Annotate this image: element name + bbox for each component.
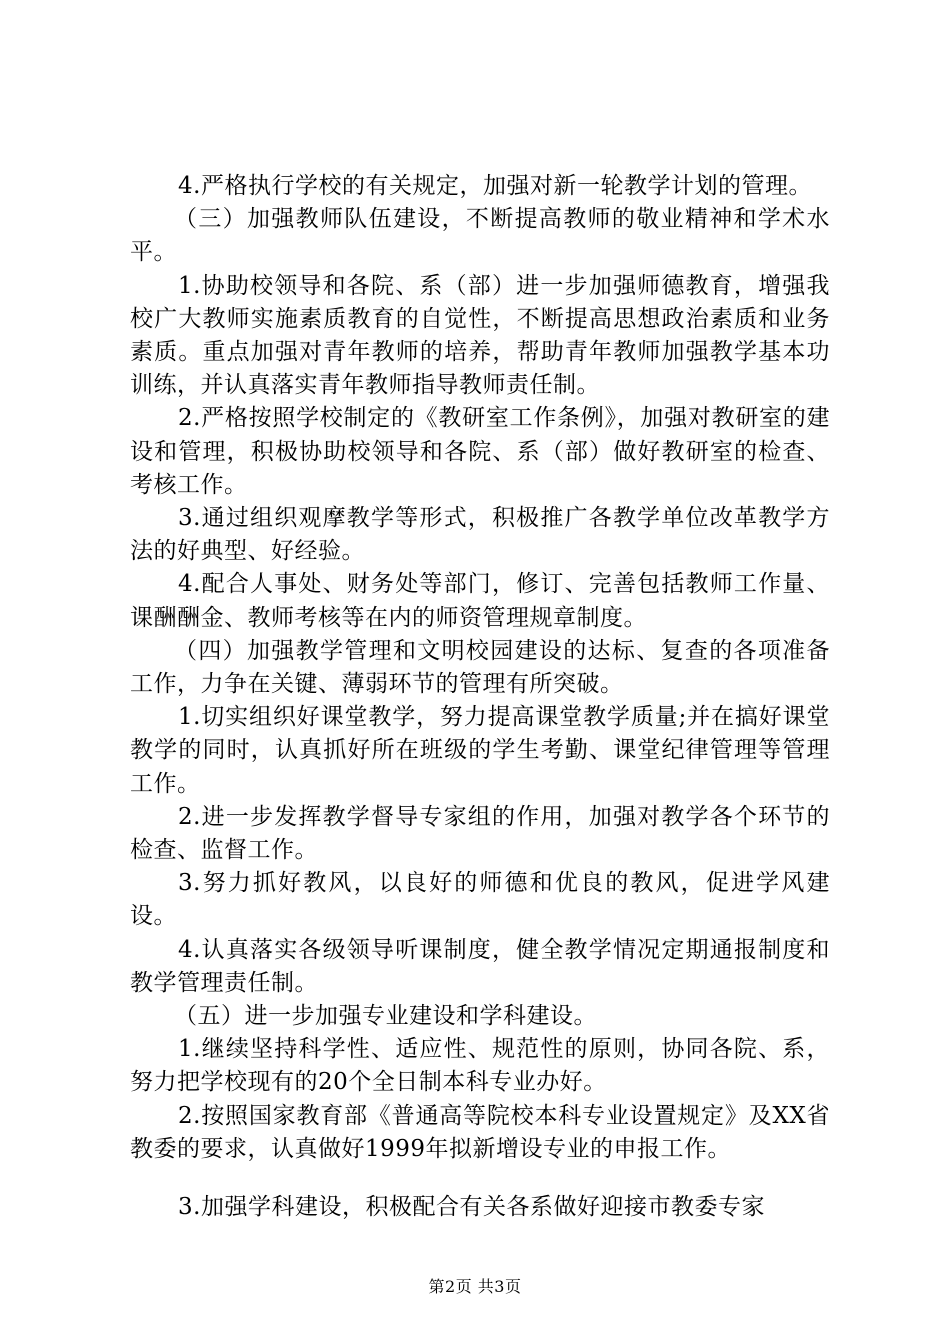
paragraph-item-4-hr: 4.配合人事处、财务处等部门，修订、完善包括教师工作量、课酬酬金、教师考核等在内的师资管理规章制度。 — [130, 571, 830, 631]
section-heading-4: （四）加强教学管理和文明校园建设的达标、复查的各项准备工作，力争在关键、薄弱环节的管理有所突破。 — [130, 637, 830, 698]
section-heading-3: （三）加强教师队伍建设，不断提高教师的敬业精神和学术水平。 — [130, 206, 830, 266]
paragraph-item-2-research-office: 2.严格按照学校制定的《教研室工作条例》，加强对教研室的建设和管理，积极协助校领导和各院、系（部）做好教研室的检查、考核工作。 — [130, 405, 830, 498]
paragraph-item-3-discipline: 3.加强学科建设，积极配合有关各系做好迎接市教委专家 — [178, 1194, 765, 1221]
paragraph-item-1-majors: 1.继续坚持科学性、适应性、规范性的原则，协同各院、系，努力把学校现有的20个全日制本科专业办好。 — [130, 1036, 830, 1096]
paragraph-item-1-ethics: 1.协助校领导和各院、系（部）进一步加强师德教育，增强我校广大教师实施素质教育的自觉性，不断提高思想政治素质和业务素质。重点加强对青年教师的培养，帮助青年教师加强教学基本功训练，并认真落实青年教师指导教师责任制。 — [130, 272, 830, 399]
paragraph-item-4-lecture-system: 4.认真落实各级领导听课制度，健全教学情况定期通报制度和教学管理责任制。 — [130, 936, 830, 996]
paragraph-item-2-application: 2.按照国家教育部《普通高等院校本科专业设置规定》及XX省教委的要求，认真做好1999年拟新增设专业的申报工作。 — [130, 1102, 830, 1162]
paragraph-item-2-supervision: 2.进一步发挥教学督导专家组的作用，加强对教学各个环节的检查、监督工作。 — [130, 803, 830, 864]
page-footer: 第2页 共3页 — [428, 1277, 522, 1296]
paragraph-item-3-observation: 3.通过组织观摩教学等形式，积极推广各教学单位改革教学方法的好典型、好经验。 — [130, 505, 830, 565]
paragraph-item-1-classroom: 1.切实组织好课堂教学，努力提高课堂教学质量;并在搞好课堂教学的同时，认真抓好所在班级的学生考勤、课堂纪律管理等管理工作。 — [130, 704, 830, 797]
paragraph-item-4-rules: 4.严格执行学校的有关规定，加强对新一轮教学计划的管理。 — [178, 173, 812, 199]
document-body — [130, 170, 830, 1224]
section-heading-5: （五）进一步加强专业建设和学科建设。 — [174, 1003, 597, 1030]
paragraph-item-3-teaching-style: 3.努力抓好教风，以良好的师德和优良的教风，促进学风建设。 — [130, 870, 830, 930]
